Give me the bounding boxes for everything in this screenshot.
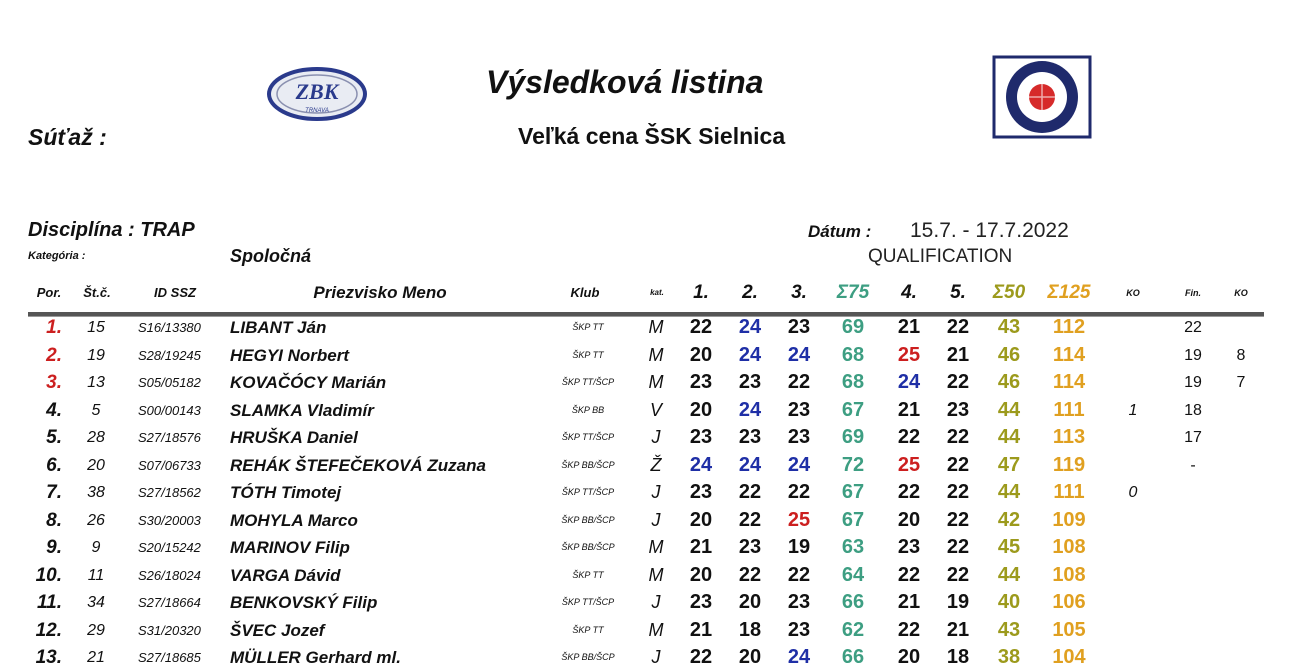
phase-label: QUALIFICATION: [868, 246, 1013, 267]
ko-cell: [1118, 534, 1148, 561]
id-ssz-cell: S28/19245: [138, 347, 201, 363]
club-cell: ŠKP BB/ŠCP: [561, 514, 615, 525]
round-1-score-cell: 23: [689, 426, 713, 448]
competitor-name-cell: REHÁK ŠTEFEČEKOVÁ Zuzana: [230, 455, 486, 475]
round-1-score-cell: 20: [689, 398, 713, 421]
rank-cell: 13.: [35, 647, 62, 668]
competitor-name-cell: MARINOV Filip: [230, 538, 350, 557]
round-3-score-cell: 23: [787, 398, 811, 421]
round-2-score-cell: 24: [738, 398, 762, 421]
rank-cell: 4.: [46, 399, 62, 421]
ko-final-cell: [1226, 507, 1256, 534]
competitor-name-cell: MOHYLA Marco: [230, 510, 358, 530]
rank-cell: 12.: [35, 619, 62, 641]
ko-final-cell: 8: [1236, 346, 1246, 364]
round-2-score-cell: 18: [738, 618, 762, 641]
final-cell: [1178, 617, 1208, 644]
round-2-score-cell: 24: [738, 343, 762, 366]
ko-cell: [1118, 314, 1148, 341]
ko-final-cell: [1226, 589, 1256, 616]
sum125-cell: 105: [1052, 618, 1086, 641]
sum75-cell: 66: [841, 646, 865, 668]
rank-cell: 9.: [46, 537, 62, 558]
id-ssz-cell: S30/20003: [138, 512, 201, 528]
rank-cell: 3.: [46, 372, 62, 393]
category-cell: M: [648, 317, 664, 337]
id-ssz-cell: S27/18685: [138, 650, 201, 665]
final-cell: 19: [1184, 346, 1202, 364]
col-header-round5: 5.: [950, 282, 966, 303]
col-header-round1: 1.: [693, 282, 709, 303]
sum50-cell: 44: [997, 398, 1021, 421]
table-row: [0, 589, 1289, 617]
col-header-sum75: Σ75: [836, 282, 870, 303]
col-header-round4: 4.: [901, 282, 917, 303]
col-header-id: ID SSZ: [154, 285, 196, 300]
table-row: [0, 617, 1289, 645]
start-number-cell: 20: [87, 456, 105, 474]
ko-final-cell: [1226, 314, 1256, 341]
sum125-cell: 113: [1052, 426, 1086, 448]
svg-text:TRNAVA: TRNAVA: [305, 108, 329, 114]
sum75-cell: 67: [841, 481, 865, 503]
category-cell: J: [651, 482, 661, 502]
round-1-score-cell: 20: [689, 508, 713, 531]
club-cell: ŠKP BB: [571, 404, 605, 415]
competitor-name-cell: VARGA Dávid: [230, 565, 341, 585]
ko-cell: [1118, 507, 1148, 534]
start-number-cell: 26: [87, 511, 105, 529]
final-cell: -: [1190, 456, 1196, 474]
round-4-score-cell: 25: [897, 343, 921, 366]
col-header-rank: Por.: [36, 285, 62, 300]
round-3-score-cell: 23: [787, 426, 811, 448]
col-header-name: Priezvisko Meno: [313, 283, 447, 302]
id-ssz-cell: S05/05182: [138, 375, 201, 390]
round-3-score-cell: 19: [787, 536, 811, 558]
id-ssz-cell: S26/18024: [138, 567, 201, 583]
id-ssz-cell: S31/20320: [138, 622, 201, 638]
club-cell: ŠKP BB/ŠCP: [561, 652, 615, 662]
svg-text:ZBK: ZBK: [295, 79, 339, 104]
col-header-fin: Fin.: [1185, 288, 1201, 298]
round-3-score-cell: 23: [787, 316, 811, 338]
competitor-name-cell: HEGYI Norbert: [230, 345, 350, 365]
id-ssz-cell: S27/18562: [138, 485, 201, 500]
start-number-cell: 11: [87, 566, 105, 584]
club-cell: ŠKP TT: [572, 569, 604, 580]
competitor-name-cell: TÓTH Timotej: [230, 483, 342, 502]
round-4-score-cell: 22: [897, 563, 921, 586]
competition-label: Súťaž :: [28, 124, 107, 150]
ko-final-cell: [1226, 617, 1256, 644]
ko-final-cell: [1226, 397, 1256, 424]
rank-cell: 1.: [46, 317, 62, 338]
sum125-cell: 106: [1052, 591, 1086, 613]
col-header-round2: 2.: [742, 282, 758, 303]
final-cell: 19: [1184, 374, 1202, 391]
col-header-kat: kat.: [650, 288, 664, 297]
sum50-cell: 38: [997, 646, 1021, 668]
table-row: [0, 397, 1289, 425]
category-cell: M: [648, 344, 664, 365]
sum125-cell: 108: [1052, 536, 1086, 558]
round-3-score-cell: 23: [787, 618, 811, 641]
round-1-score-cell: 22: [689, 316, 713, 338]
col-header-sum125: Σ125: [1047, 282, 1091, 303]
sum125-cell: 111: [1053, 398, 1085, 421]
category-cell: M: [648, 372, 664, 392]
rank-cell: 8.: [46, 509, 62, 531]
competitor-name-cell: HRUŠKA Daniel: [230, 428, 358, 447]
target-logo: [992, 55, 1092, 139]
round-5-score-cell: 22: [946, 508, 970, 531]
sum125-cell: 119: [1052, 453, 1086, 476]
sum75-cell: 67: [841, 508, 865, 531]
sum50-cell: 45: [997, 536, 1021, 558]
round-3-score-cell: 23: [787, 591, 811, 613]
table-row: [0, 507, 1289, 535]
zbk-logo: [266, 66, 368, 122]
ko-cell: 1: [1128, 401, 1138, 419]
round-1-score-cell: 24: [689, 453, 713, 476]
ko-cell: [1118, 617, 1148, 644]
club-cell: ŠKP TT/ŠCP: [561, 597, 615, 607]
id-ssz-cell: S07/06733: [138, 457, 201, 473]
start-number-cell: 38: [87, 484, 105, 501]
round-3-score-cell: 24: [787, 646, 811, 668]
club-cell: ŠKP TT/ŠCP: [561, 487, 615, 497]
round-3-score-cell: 24: [787, 343, 811, 366]
start-number-cell: 29: [87, 621, 105, 639]
table-row: [0, 314, 1289, 342]
rank-cell: 7.: [46, 482, 62, 503]
sum75-cell: 69: [841, 316, 865, 338]
table-row: [0, 452, 1289, 480]
sum125-cell: 108: [1052, 563, 1086, 586]
sum50-cell: 44: [997, 481, 1021, 503]
sum75-cell: 68: [841, 343, 865, 366]
col-header-sum50: Σ50: [992, 282, 1026, 303]
table-row: [0, 424, 1289, 452]
category-cell: J: [651, 509, 661, 530]
id-ssz-cell: S27/18664: [138, 595, 201, 610]
round-5-score-cell: 22: [946, 563, 970, 586]
ko-cell: [1118, 562, 1148, 589]
table-row: [0, 534, 1289, 562]
round-2-score-cell: 24: [738, 316, 762, 338]
date-label: Dátum :: [808, 222, 872, 241]
final-cell: [1178, 534, 1208, 561]
rank-cell: 5.: [46, 427, 62, 448]
ko-cell: [1118, 644, 1148, 671]
sum75-cell: 66: [841, 591, 865, 613]
round-2-score-cell: 23: [738, 371, 762, 393]
id-ssz-cell: S27/18576: [138, 430, 201, 445]
id-ssz-cell: S16/13380: [138, 320, 201, 335]
sum75-cell: 72: [841, 453, 865, 476]
start-number-cell: 19: [87, 346, 105, 364]
sum125-cell: 111: [1053, 481, 1085, 503]
start-number-cell: 9: [91, 539, 101, 556]
ko-final-cell: [1226, 424, 1256, 451]
round-5-score-cell: 22: [946, 426, 970, 448]
sum75-cell: 62: [841, 618, 865, 641]
ko-cell: [1118, 369, 1148, 396]
round-2-score-cell: 23: [738, 536, 762, 558]
final-cell: 17: [1184, 429, 1202, 446]
round-4-score-cell: 21: [897, 591, 921, 613]
round-4-score-cell: 21: [897, 398, 921, 421]
ko-cell: 0: [1128, 484, 1138, 501]
round-1-score-cell: 20: [689, 343, 713, 366]
competition-name: Veľká cena ŠSK Sielnica: [518, 123, 786, 149]
round-5-score-cell: 18: [946, 646, 970, 668]
ko-final-cell: [1226, 452, 1256, 479]
club-cell: ŠKP BB/ŠCP: [561, 542, 615, 552]
round-2-score-cell: 22: [738, 481, 762, 503]
start-number-cell: 28: [87, 429, 105, 446]
round-1-score-cell: 23: [689, 591, 713, 613]
sum50-cell: 44: [997, 426, 1021, 448]
round-1-score-cell: 22: [689, 646, 713, 668]
round-4-score-cell: 23: [897, 536, 921, 558]
club-cell: ŠKP TT/ŠCP: [561, 377, 615, 387]
round-3-score-cell: 22: [787, 481, 811, 503]
round-5-score-cell: 21: [946, 343, 970, 366]
sum50-cell: 47: [997, 453, 1021, 476]
round-2-score-cell: 20: [738, 646, 762, 668]
ko-cell: [1118, 342, 1148, 369]
rank-cell: 2.: [46, 344, 62, 366]
round-5-score-cell: 22: [946, 481, 970, 503]
category-cell: M: [648, 537, 664, 557]
sum50-cell: 43: [997, 316, 1021, 338]
category-value: Spoločná: [230, 246, 312, 266]
sum50-cell: 46: [997, 371, 1021, 393]
ko-cell: [1118, 424, 1148, 451]
category-cell: J: [651, 592, 661, 612]
ko-final-cell: [1226, 479, 1256, 506]
col-header-stc: Št.č.: [83, 285, 111, 300]
sum50-cell: 43: [997, 618, 1021, 641]
table-row: [0, 644, 1289, 672]
competitor-name-cell: LIBANT Ján: [230, 318, 327, 337]
table-row: [0, 369, 1289, 397]
category-cell: M: [648, 619, 664, 640]
round-1-score-cell: 20: [689, 563, 713, 586]
sum75-cell: 68: [841, 371, 865, 393]
round-2-score-cell: 23: [738, 426, 762, 448]
round-5-score-cell: 21: [946, 618, 970, 641]
ko-final-cell: [1226, 562, 1256, 589]
ko-cell: [1118, 589, 1148, 616]
round-2-score-cell: 22: [738, 508, 762, 531]
id-ssz-cell: S20/15242: [138, 540, 201, 555]
rank-cell: 6.: [46, 454, 62, 476]
round-2-score-cell: 24: [738, 453, 762, 476]
final-cell: [1178, 562, 1208, 589]
start-number-cell: 5: [91, 401, 101, 419]
sum75-cell: 63: [841, 536, 865, 558]
start-number-cell: 21: [87, 649, 105, 666]
table-row: [0, 479, 1289, 507]
round-4-score-cell: 24: [897, 371, 921, 393]
club-cell: ŠKP TT: [572, 322, 604, 332]
club-cell: ŠKP BB/ŠCP: [561, 459, 615, 470]
round-4-score-cell: 20: [897, 508, 921, 531]
round-5-score-cell: 19: [946, 591, 970, 613]
rank-cell: 11.: [36, 592, 62, 613]
club-cell: ŠKP TT/ŠCP: [561, 432, 615, 442]
round-5-score-cell: 23: [946, 398, 970, 421]
document-title: Výsledková listina: [486, 64, 764, 100]
round-3-score-cell: 22: [787, 563, 811, 586]
final-cell: [1178, 589, 1208, 616]
sum125-cell: 112: [1052, 316, 1086, 338]
sum75-cell: 64: [841, 563, 865, 586]
category-cell: J: [651, 427, 661, 447]
sum50-cell: 46: [997, 343, 1021, 366]
round-1-score-cell: 21: [689, 536, 713, 558]
round-4-score-cell: 22: [897, 618, 921, 641]
category-cell: V: [649, 399, 662, 420]
final-cell: [1178, 644, 1208, 671]
round-3-score-cell: 25: [787, 508, 811, 531]
start-number-cell: 13: [87, 374, 105, 391]
final-cell: 18: [1184, 401, 1202, 419]
ko-final-cell: [1226, 644, 1256, 671]
ko-final-cell: 7: [1236, 374, 1246, 391]
table-row: [0, 342, 1289, 370]
category-cell: J: [651, 647, 661, 667]
final-cell: [1178, 479, 1208, 506]
round-4-score-cell: 21: [897, 316, 921, 338]
ko-final-cell: [1226, 534, 1256, 561]
final-cell: [1178, 507, 1208, 534]
ko-cell: [1118, 452, 1148, 479]
round-1-score-cell: 23: [689, 371, 713, 393]
round-5-score-cell: 22: [946, 453, 970, 476]
competitor-name-cell: SLAMKA Vladimír: [230, 400, 374, 420]
sum50-cell: 42: [997, 508, 1021, 531]
col-header-ko2: KO: [1234, 288, 1248, 298]
category-cell: M: [648, 564, 664, 585]
round-1-score-cell: 21: [689, 618, 713, 641]
round-3-score-cell: 24: [787, 453, 811, 476]
col-header-round3: 3.: [791, 282, 807, 303]
round-2-score-cell: 22: [738, 563, 762, 586]
sum50-cell: 44: [997, 563, 1021, 586]
competitor-name-cell: MÜLLER Gerhard ml.: [230, 648, 401, 667]
round-5-score-cell: 22: [946, 316, 970, 338]
col-header-club: Klub: [570, 285, 600, 300]
start-number-cell: 34: [87, 594, 105, 611]
round-3-score-cell: 22: [787, 371, 811, 393]
final-cell: 22: [1184, 319, 1202, 336]
club-cell: ŠKP TT: [572, 349, 604, 360]
club-cell: ŠKP TT: [572, 624, 604, 635]
round-1-score-cell: 23: [689, 481, 713, 503]
round-4-score-cell: 22: [897, 426, 921, 448]
col-header-ko: KO: [1126, 288, 1140, 298]
round-4-score-cell: 25: [897, 453, 921, 476]
sum125-cell: 114: [1052, 343, 1086, 366]
sum125-cell: 109: [1052, 508, 1086, 531]
discipline: Disciplína : TRAP: [28, 219, 195, 241]
round-4-score-cell: 22: [897, 481, 921, 503]
competitor-name-cell: ŠVEC Jozef: [230, 620, 325, 640]
sum50-cell: 40: [997, 591, 1021, 613]
category-cell: Ž: [650, 454, 662, 475]
rank-cell: 10.: [35, 564, 62, 586]
round-2-score-cell: 20: [738, 591, 762, 613]
date-value: 15.7. - 17.7.2022: [910, 219, 1069, 242]
sum125-cell: 114: [1052, 371, 1086, 393]
competitor-name-cell: KOVAČÓCY Marián: [230, 373, 387, 392]
competitor-name-cell: BENKOVSKÝ Filip: [230, 593, 378, 612]
sum75-cell: 69: [841, 426, 865, 448]
sum125-cell: 104: [1052, 646, 1086, 668]
sum75-cell: 67: [841, 398, 865, 421]
category-label: Kategória :: [28, 250, 86, 262]
id-ssz-cell: S00/00143: [138, 402, 201, 418]
round-4-score-cell: 20: [897, 646, 921, 668]
round-5-score-cell: 22: [946, 371, 970, 393]
table-row: [0, 562, 1289, 590]
round-5-score-cell: 22: [946, 536, 970, 558]
start-number-cell: 15: [87, 319, 105, 336]
